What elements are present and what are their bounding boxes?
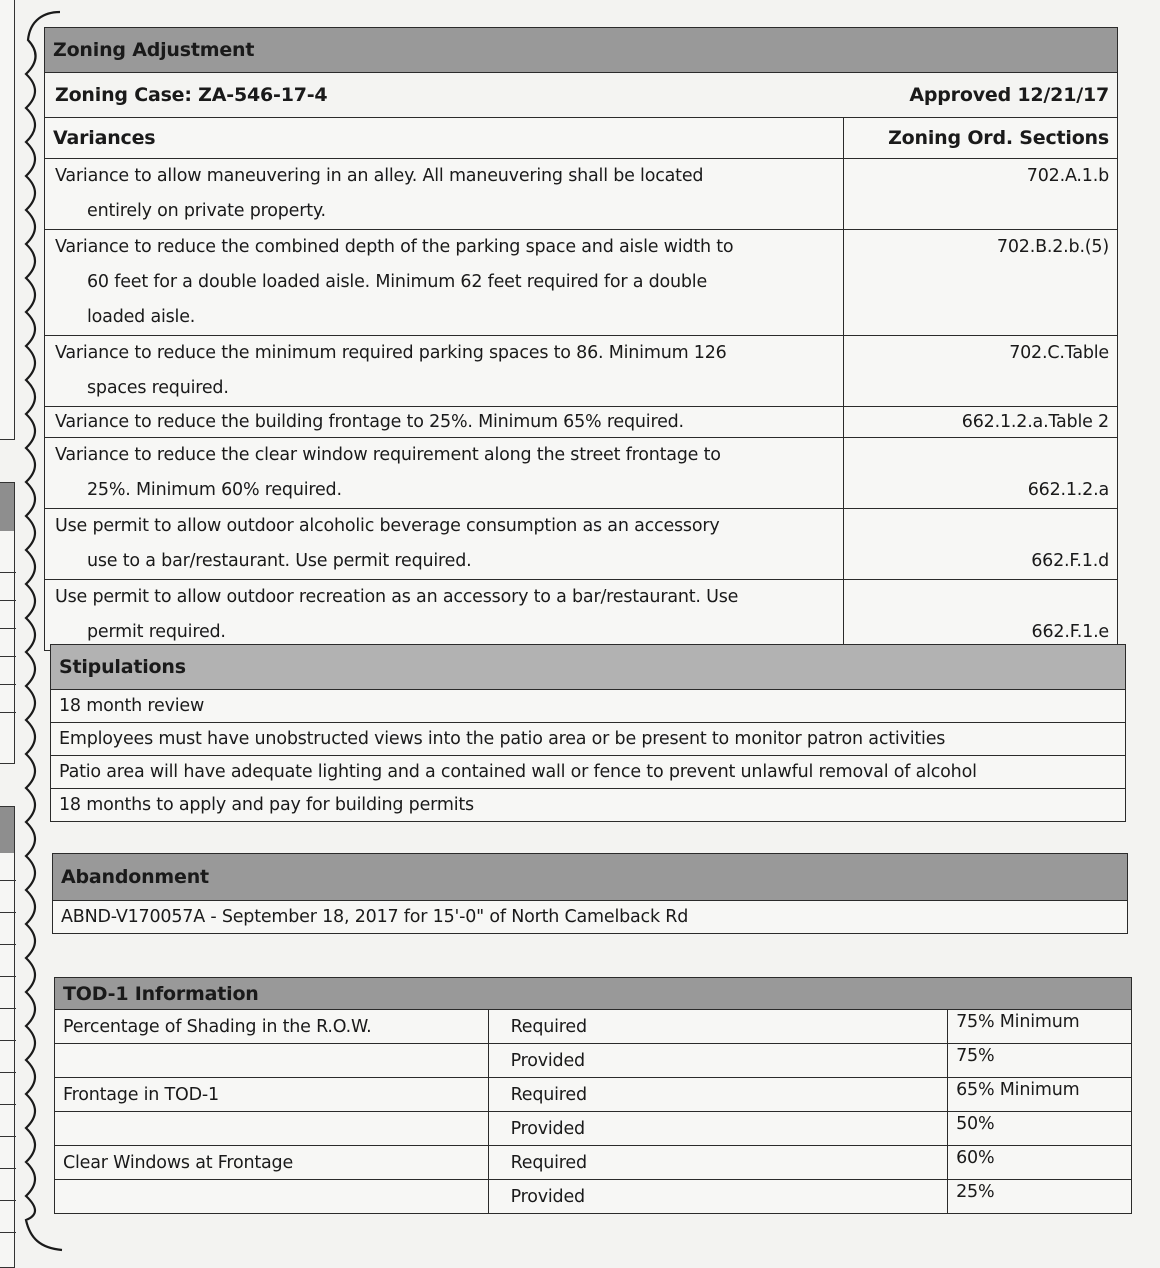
variance-line: spaces required. (87, 378, 229, 398)
variance-row (45, 509, 1118, 580)
tod1-item: Frontage in TOD-1 (55, 1078, 489, 1112)
case-label: Zoning Case: ZA-546-17-4 (55, 84, 328, 106)
stipulation-row (51, 756, 1126, 789)
variance-description (45, 438, 844, 509)
variance-line: Variance to allow maneuvering in an alley. All maneuvering shall be located (55, 166, 704, 186)
tod1-row (55, 1112, 1132, 1146)
stipulations-header-row (51, 645, 1126, 690)
case-row (45, 73, 1118, 118)
tod1-value: 75% (948, 1044, 1132, 1078)
variance-description (45, 407, 844, 438)
zoning-adjustment-table (44, 27, 1118, 651)
variance-line: use to a bar/restaurant. Use permit required. (87, 551, 472, 571)
tod1-row (55, 1180, 1132, 1214)
stipulation-item: Employees must have unobstructed views into the patio area or be present to monitor patron activities (51, 723, 1126, 756)
stipulation-item: 18 month review (51, 690, 1126, 723)
variance-row (45, 438, 1118, 509)
variance-row (45, 230, 1118, 336)
abandonment-table (52, 853, 1128, 934)
tod1-type: Required (488, 1010, 948, 1044)
tod1-value: 50% (948, 1112, 1132, 1146)
stipulation-row (51, 789, 1126, 822)
variance-line: Variance to reduce the building frontage to 25%. Minimum 65% required. (55, 412, 684, 432)
ordinance-section: 662.1.2.a (844, 438, 1118, 509)
tod1-value: 65% Minimum (948, 1078, 1132, 1112)
tod1-row (55, 1010, 1132, 1044)
variance-line: Variance to reduce the combined depth of the parking space and aisle width to (55, 237, 734, 257)
stipulation-item: Patio area will have adequate lighting and a contained wall or fence to prevent unlawful removal of alcohol (51, 756, 1126, 789)
tod1-title: TOD-1 Information (55, 978, 1132, 1010)
variance-line: permit required. (87, 622, 226, 642)
tod1-item: Clear Windows at Frontage (55, 1146, 489, 1180)
tod1-value: 75% Minimum (948, 1010, 1132, 1044)
variance-line: Variance to reduce the minimum required parking spaces to 86. Minimum 126 (55, 343, 727, 363)
tod1-type: Required (488, 1146, 948, 1180)
tod1-information-table (54, 977, 1132, 1214)
variance-line: 25%. Minimum 60% required. (87, 480, 342, 500)
ordinance-section: 662.1.2.a.Table 2 (844, 407, 1118, 438)
section-header-row (45, 28, 1118, 73)
tod1-item (55, 1112, 489, 1146)
ordinance-section: 702.B.2.b.(5) (844, 230, 1118, 336)
variance-line: 60 feet for a double loaded aisle. Minimum 62 feet required for a double (87, 272, 708, 292)
tod1-item: Percentage of Shading in the R.O.W. (55, 1010, 489, 1044)
variances-header: Variances (45, 118, 844, 159)
ordinance-section: 702.A.1.b (844, 159, 1118, 230)
abandonment-entry: ABND-V170057A - September 18, 2017 for 15'-0" of North Camelback Rd (53, 901, 1128, 934)
tod1-row (55, 1146, 1132, 1180)
tod1-type: Provided (488, 1180, 948, 1214)
variance-line: Use permit to allow outdoor alcoholic beverage consumption as an accessory (55, 516, 720, 536)
variance-description (45, 159, 844, 230)
ordinance-section: 702.C.Table (844, 336, 1118, 407)
abandonment-title: Abandonment (53, 854, 1128, 901)
tod1-item (55, 1180, 489, 1214)
stipulation-row (51, 690, 1126, 723)
stipulation-row (51, 723, 1126, 756)
ordinance-section: 662.F.1.e (844, 580, 1118, 651)
variance-line: Variance to reduce the clear window requirement along the street frontage to (55, 445, 721, 465)
tod1-type: Provided (488, 1112, 948, 1146)
column-header-row (45, 118, 1118, 159)
tod1-header-row (55, 978, 1132, 1010)
variance-description (45, 580, 844, 651)
variance-description (45, 336, 844, 407)
variance-row (45, 580, 1118, 651)
tod1-item (55, 1044, 489, 1078)
tod1-type: Provided (488, 1044, 948, 1078)
ordinance-section: 662.F.1.d (844, 509, 1118, 580)
stipulations-title: Stipulations (51, 645, 1126, 690)
tod1-type: Required (488, 1078, 948, 1112)
variance-line: loaded aisle. (87, 307, 196, 327)
tod1-value: 60% (948, 1146, 1132, 1180)
variance-row (45, 159, 1118, 230)
stipulations-table (50, 644, 1126, 822)
variance-description (45, 230, 844, 336)
variance-line: Use permit to allow outdoor recreation as an accessory to a bar/restaurant. Use (55, 587, 739, 607)
tod1-row (55, 1044, 1132, 1078)
abandonment-header-row (53, 854, 1128, 901)
tod1-value: 25% (948, 1180, 1132, 1214)
approval-status: Approved 12/21/17 (909, 84, 1109, 106)
variance-line: entirely on private property. (87, 201, 326, 221)
variance-row (45, 407, 1118, 438)
abandonment-row (53, 901, 1128, 934)
variance-description (45, 509, 844, 580)
sections-header: Zoning Ord. Sections (844, 118, 1118, 159)
stipulation-item: 18 months to apply and pay for building permits (51, 789, 1126, 822)
section-title: Zoning Adjustment (45, 28, 1118, 73)
tod1-row (55, 1078, 1132, 1112)
variance-row (45, 336, 1118, 407)
